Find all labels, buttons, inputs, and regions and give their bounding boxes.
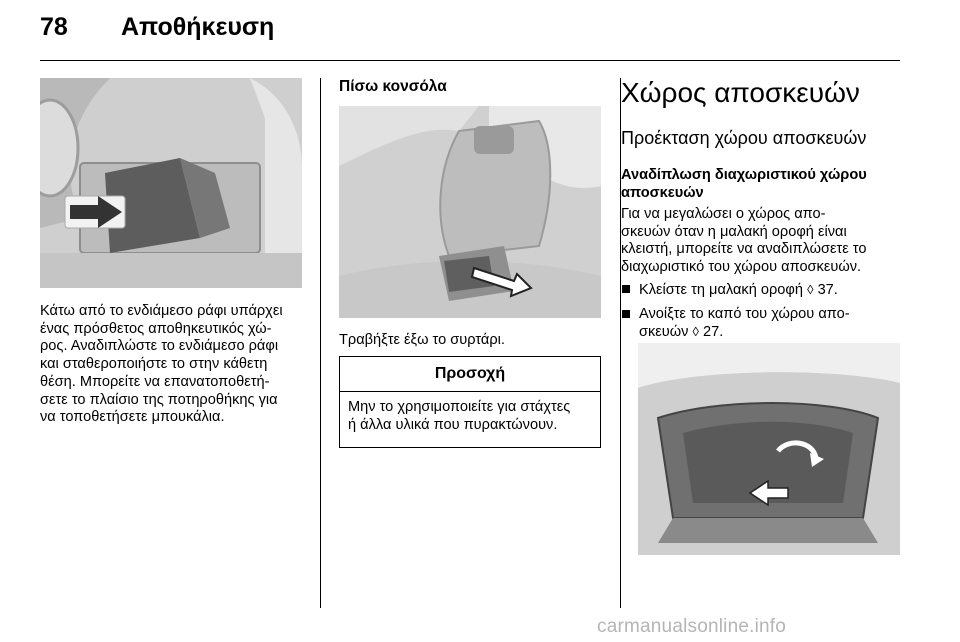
- paragraph-line: να τοποθετήσετε μπουκάλια.: [40, 409, 225, 426]
- paragraph-line: και σταθεροποιήστε το στην κάθετη: [40, 356, 268, 373]
- column-divider-left: [320, 78, 321, 608]
- trunk-partition-illustration: [638, 343, 900, 555]
- paragraph-line: διαχωριστικό του χώρου αποσκευών.: [621, 259, 862, 276]
- paragraph-line: ρος. Αναδιπλώστε το ενδιάμεσο ράφι: [40, 338, 279, 355]
- bullet-square-icon: [622, 285, 630, 293]
- console-storage-paragraph: [40, 303, 315, 427]
- paragraph-line: Για να μεγαλώσει ο χώρος απο-: [621, 206, 826, 222]
- caution-title: Προσοχή: [340, 357, 600, 392]
- rear-console-heading: Πίσω κονσόλα: [339, 78, 447, 95]
- page-number: 78: [40, 13, 68, 41]
- instruction-text: Ανοίξτε το καπό του χώρου απο-: [639, 305, 850, 322]
- luggage-extension-heading: Προέκταση χώρου αποσκευών: [621, 128, 867, 148]
- rear-console-caption: Τραβήξτε έξω το συρτάρι.: [339, 332, 505, 348]
- paragraph-line: θέση. Μπορείτε να επανατοποθετή-: [40, 373, 270, 390]
- caution-text: [340, 392, 600, 434]
- caution-box: [339, 356, 601, 448]
- paragraph-line: κλειστή, μπορείτε να αναδιπλώσετε το: [621, 241, 867, 258]
- paragraph-line: σκευών όταν η μαλακή οροφή είναι: [621, 223, 847, 240]
- luggage-heading: Χώρος αποσκευών: [621, 77, 860, 108]
- instruction-item: [621, 281, 911, 300]
- instruction-text: σκευών: [639, 324, 689, 341]
- instruction-list: [621, 281, 911, 348]
- instruction-item: [621, 306, 911, 342]
- paragraph-line: Κάτω από το ενδιάμεσο ράφι υπάρχει: [40, 303, 283, 319]
- partition-fold-heading: Αναδίπλωση διαχωριστικού χώρου αποσκευών: [621, 167, 867, 201]
- caution-line: ή άλλα υλικά που πυρακτώνουν.: [348, 416, 558, 433]
- instruction-text: Κλείστε τη μαλακή οροφή: [639, 282, 803, 298]
- paragraph-line: σετε το πλαίσιο της ποτηροθήκης για: [40, 391, 278, 408]
- console-storage-illustration: [40, 78, 302, 288]
- caution-line: Μην το χρησιμοποιείτε για στάχτες: [348, 399, 571, 415]
- page-reference[interactable]: 27.: [703, 324, 724, 341]
- header-rule: [40, 60, 900, 61]
- page-reference-icon: ◊: [692, 324, 699, 340]
- page-reference-icon: ◊: [807, 282, 814, 297]
- rear-console-drawer-illustration: [339, 106, 601, 318]
- paragraph-line: ένας πρόσθετος αποθηκευτικός χώ-: [40, 320, 272, 337]
- partition-fold-paragraph: [621, 206, 916, 277]
- bullet-square-icon: [622, 310, 630, 318]
- page-reference[interactable]: 37.: [817, 282, 838, 298]
- section-title: Αποθήκευση: [121, 13, 275, 41]
- watermark: carmanualsonline.info: [597, 616, 787, 637]
